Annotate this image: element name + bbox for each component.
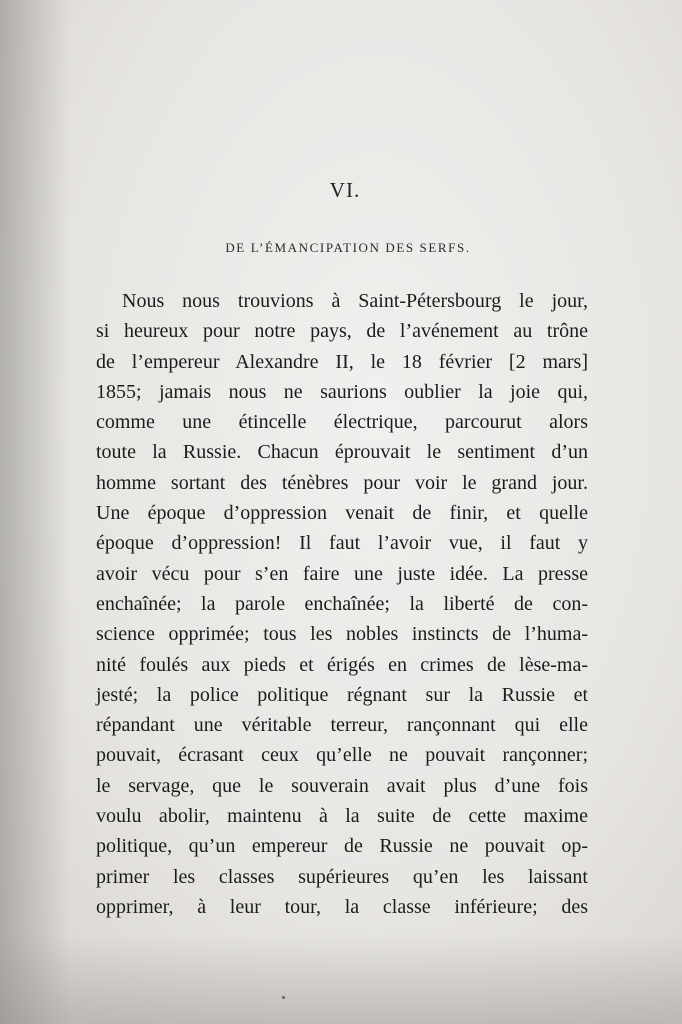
chapter-number: VI. [329,178,361,202]
text-line: pouvait, écrasant ceux qu’elle ne pouvait rançonner; [96,744,588,767]
text-line: opprimer, à leur tour, la classe inférieure; des [96,895,588,918]
text-line: homme sortant des ténèbres pour voir le grand jour. [96,471,588,494]
text-line: comme une étincelle électrique, parcourut alors [96,411,588,434]
text-line: époque d’oppression! Il faut l’avoir vue, il faut y [96,532,588,555]
text-line: Nous nous trouvions à Saint-Pétersbourg le jour, [122,290,588,312]
text-line: le servage, que le souverain avait plus d’une fois [96,774,588,797]
paper-speck [282,996,285,999]
text-line: avoir vécu pour s’en faire une juste idée. La presse [96,562,588,585]
text-line: toute la Russie. Chacun éprouvait le sentiment d’un [96,441,588,464]
chapter-title: DE L’ÉMANCIPATION DES SERFS. [225,240,471,255]
text-line: jesté; la police politique régnant sur la Russie et [96,683,588,706]
text-line: de l’empereur Alexandre II, le 18 février [2 mars] [96,350,588,373]
text-line: primer les classes supérieures qu’en les laissant [96,865,588,888]
text-line: Une époque d’oppression venait de finir, et quelle [96,502,588,525]
page-bottom-shadow [0,934,682,1024]
text-line: répandant une véritable terreur, rançonnant qui elle [96,714,588,737]
text-line: voulu abolir, maintenu à la suite de cette maxime [96,805,588,828]
text-line: enchaînée; la parole enchaînée; la liberté de con- [96,592,588,615]
body-text [96,286,588,922]
page-gutter-shadow [0,0,70,1024]
text-line: nité foulés aux pieds et érigés en crimes de lèse-ma- [96,653,588,676]
text-line: 1855; jamais nous ne saurions oublier la joie qui, [96,380,588,403]
text-line: si heureux pour notre pays, de l’avénement au trône [96,320,588,343]
text-line: science opprimée; tous les nobles instincts de l’huma- [96,623,588,646]
text-line: politique, qu’un empereur de Russie ne pouvait op- [96,835,588,858]
